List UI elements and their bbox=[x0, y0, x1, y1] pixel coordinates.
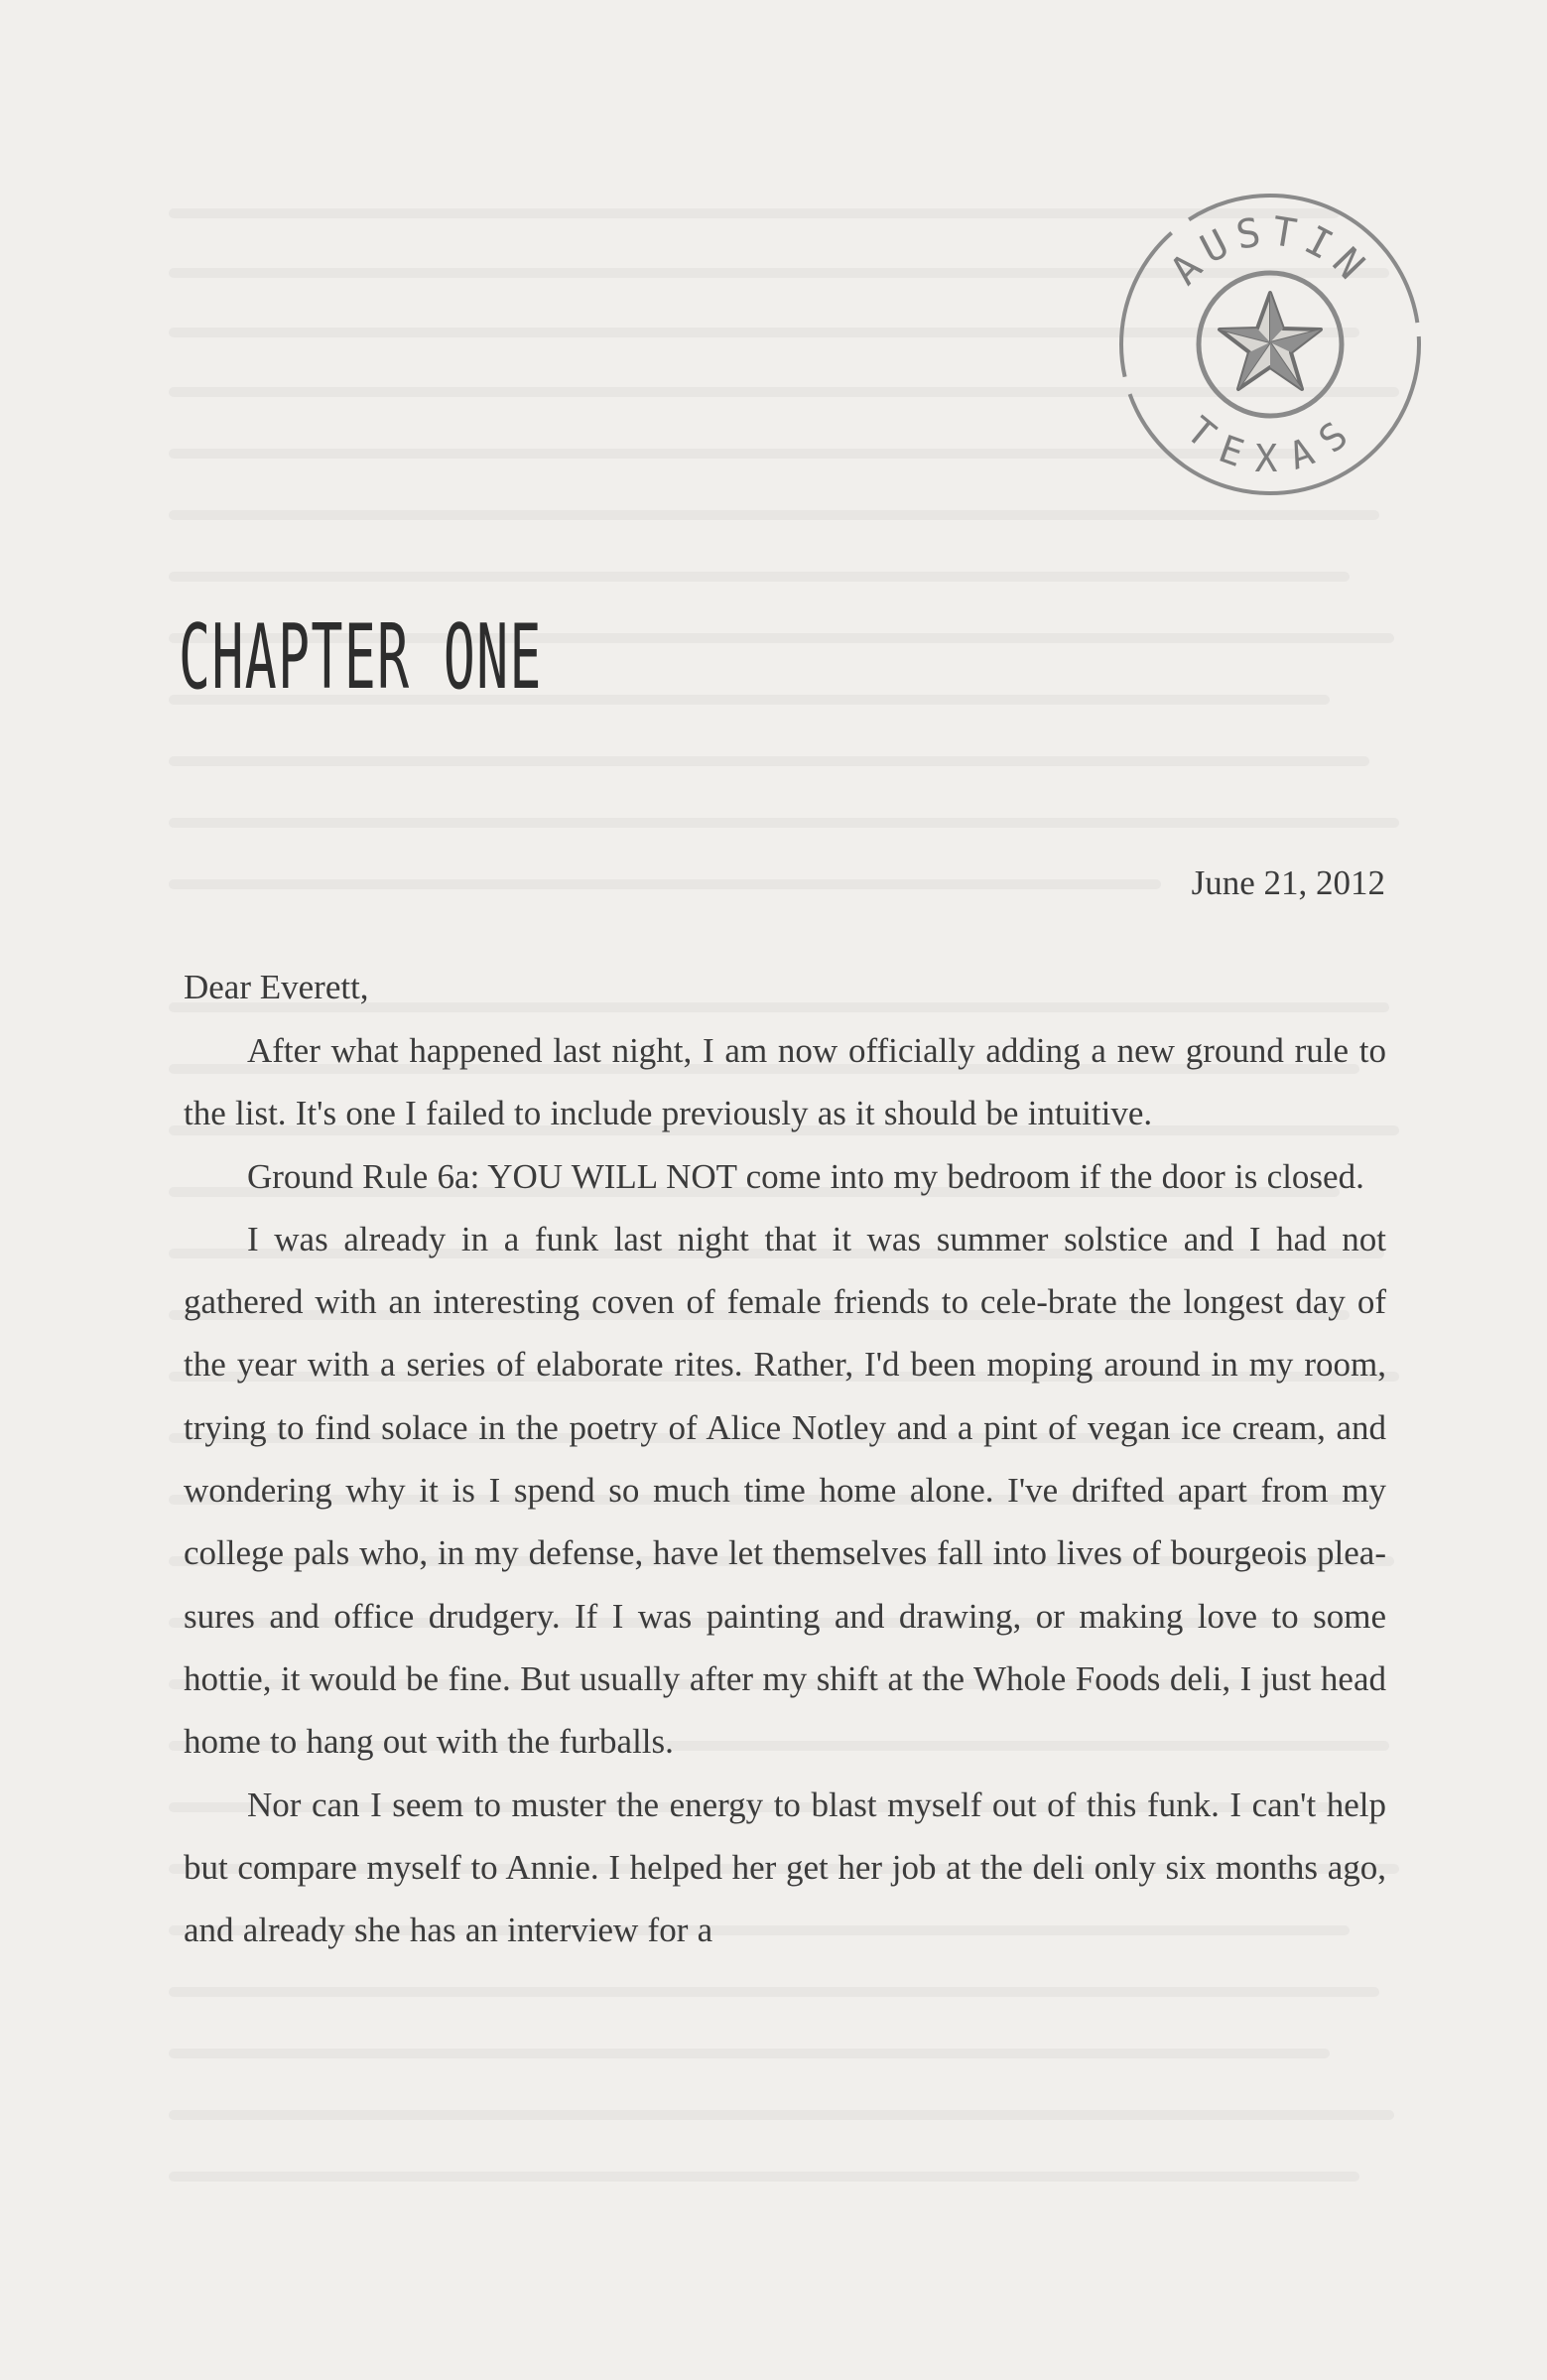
paragraph: Nor can I seem to muster the energy to blast myself out of this funk. I can't help but compare myself to Annie. I helped her get her job at the deli only six months ago, and already she has an interview for a bbox=[184, 1785, 1386, 1950]
paragraph: After what happened last night, I am now officially adding a new ground rule to the list. It's one I failed to include previously as it should be intuitive. bbox=[184, 1031, 1386, 1133]
paragraph: Ground Rule 6a: YOU WILL NOT come into my bedroom if the door is closed. bbox=[247, 1156, 1364, 1196]
chapter-title: CHAPTER ONE bbox=[179, 605, 543, 710]
stamp-bottom-text: TEXAS bbox=[1178, 408, 1362, 480]
letter-salutation: Dear Everett, bbox=[184, 968, 369, 1006]
letter-body bbox=[184, 1019, 1386, 1961]
letter-date: June 21, 2012 bbox=[1191, 863, 1385, 902]
star-icon bbox=[1220, 293, 1321, 389]
paragraph: I was already in a funk last night that it was summer solstice and I had not gathered with an interesting coven of female friends to cele-brate the longest day of the year with a series of elaborate rites. Rather, I'd been moping around in my room, trying to find solace in the poetry of Alice Notley and a pint of vegan ice cream, and wondering why it is I spend so much time home alone. I've drifted apart from my college pals who, in my defense, have let themselves fall into lives of bourgeois plea-sures and office drudgery. If I was painting and drawing, or making love to some hottie, it would be fine. But usually after my shift at the Whole Foods deli, I just head home to hang out with the furballs. bbox=[184, 1219, 1386, 1762]
austin-texas-stamp bbox=[1109, 184, 1432, 506]
stamp-top-text: AUSTIN bbox=[1161, 208, 1379, 295]
